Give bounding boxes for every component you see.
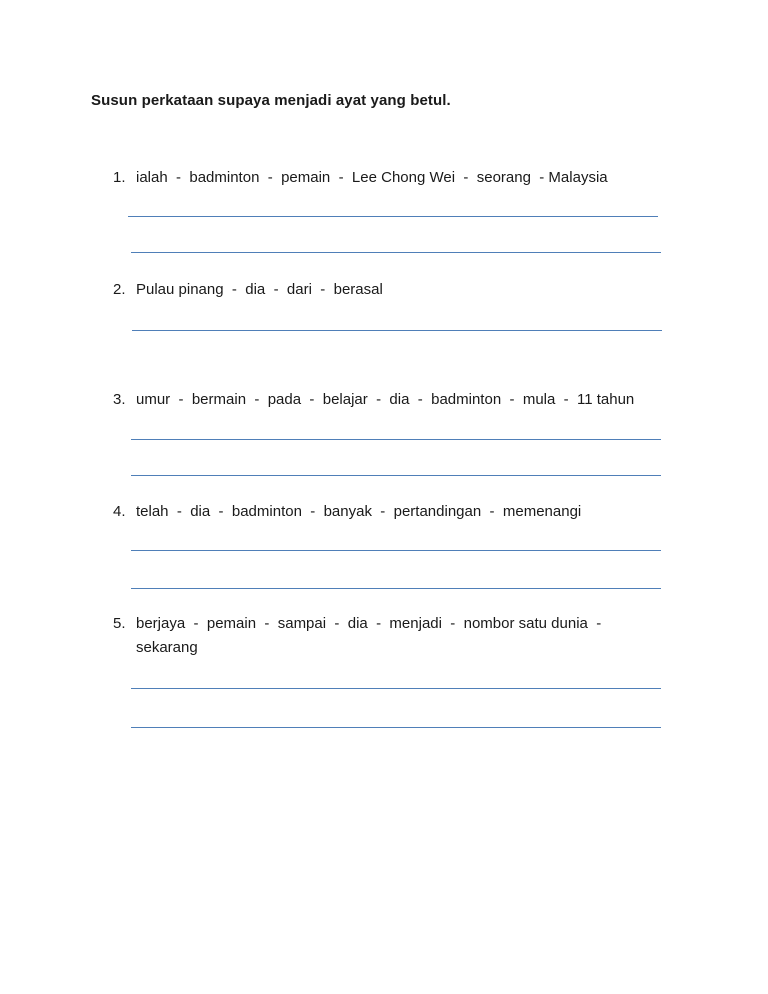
question-words: berjaya - pemain - sampai - dia - menjadi - nombor satu dunia -: [136, 615, 602, 632]
question-number: 1.: [113, 169, 126, 186]
answer-line-3b[interactable]: [131, 475, 661, 476]
answer-line-1b[interactable]: [131, 252, 661, 253]
question-words: Pulau pinang - dia - dari - berasal: [136, 281, 383, 298]
answer-line-2a[interactable]: [132, 330, 662, 331]
answer-line-3a[interactable]: [131, 439, 661, 440]
question-number: 4.: [113, 503, 126, 520]
answer-line-5a[interactable]: [131, 688, 661, 689]
question-1: [113, 166, 693, 190]
question-words: umur - bermain - pada - belajar - dia - badminton - mula - 11 tahun: [136, 391, 635, 408]
answer-line-1a[interactable]: [128, 216, 658, 217]
question-words: ialah - badminton - pemain - Lee Chong Wei - seorang - Malaysia: [136, 169, 608, 186]
answer-line-5b[interactable]: [131, 727, 661, 728]
answer-line-4a[interactable]: [131, 550, 661, 551]
question-5: [113, 612, 693, 660]
question-number: 2.: [113, 281, 126, 298]
worksheet-instruction: Susun perkataan supaya menjadi ayat yang betul.: [91, 92, 451, 109]
question-3: [113, 388, 693, 412]
answer-line-4b[interactable]: [131, 588, 661, 589]
question-number: 5.: [113, 615, 126, 632]
question-number: 3.: [113, 391, 126, 408]
question-words-continued: sekarang: [136, 639, 198, 656]
question-2: [113, 278, 693, 302]
question-words: telah - dia - badminton - banyak - pertandingan - memenangi: [136, 503, 582, 520]
question-4: [113, 500, 693, 524]
